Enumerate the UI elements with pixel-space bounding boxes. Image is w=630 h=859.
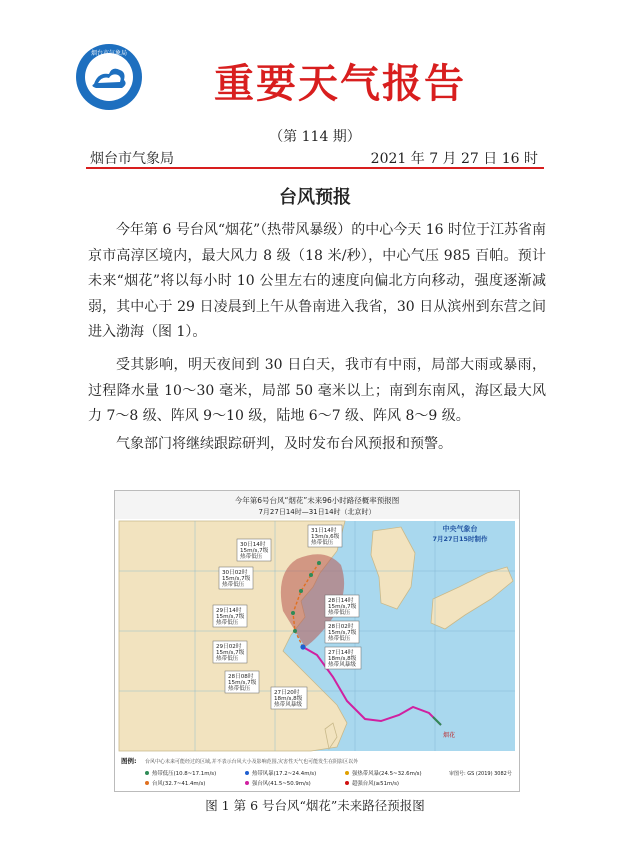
svg-text:15m/s,7级: 15m/s,7级 [216, 614, 245, 620]
svg-text:热带低压: 热带低压 [240, 554, 263, 560]
legend-dot-sts [345, 771, 349, 775]
current-position-marker [300, 644, 305, 649]
typhoon-track-map [114, 490, 520, 792]
legend-sts: 强热带风暴(24.5~32.6m/s) [352, 771, 422, 777]
issue-number: （第 114 期） [269, 129, 361, 145]
svg-text:热带低压: 热带低压 [222, 582, 245, 588]
paragraph-impact: 受其影响，明天夜间到 30 日白天，我市有中雨，局部大雨或暴雨，过程降水量 10～30 毫米，局部 50 毫米以上；南到东南风，海区最大风力 7～8 级、阵风 9～10 级，陆地 6～7 级、阵风 8～9 级。 [88, 357, 546, 424]
svg-text:15m/s,7级: 15m/s,7级 [228, 680, 257, 686]
callout-31-14 [308, 525, 342, 547]
callout-30-02 [219, 567, 253, 589]
map-publisher: 中央气象台 [442, 525, 478, 533]
issuing-agency: 烟台市气象局 [90, 151, 174, 167]
callout-27-20 [271, 687, 307, 709]
svg-text:15m/s,7级: 15m/s,7级 [328, 604, 357, 610]
svg-text:烟台市气象局: 烟台市气象局 [90, 50, 128, 57]
map-subtitle: 7月27日14时—31日14时（北京时） [258, 508, 376, 516]
svg-text:27日20时: 27日20时 [274, 690, 300, 696]
svg-text:热带低压: 热带低压 [311, 540, 334, 546]
legend-ty: 台风(32.7~41.4m/s) [152, 781, 206, 787]
svg-text:29日02时: 29日02时 [216, 644, 242, 650]
paragraph-typhoon-position: 今年第 6 号台风“烟花”（热带风暴级）的中心今天 16 时位于江苏省南京市高淳区境内，最大风力 8 级（18 米/秒），中心气压 985 百帕。预计未来“烟花”将以每小时 10 公里左右的速度向偏北方向移动，强度逐渐减弱，其中心于 29 日凌晨到上午从鲁南进入我省，30 日从滨州到东营之间进入渤海（图 1）。 [88, 222, 546, 340]
svg-text:热带风暴级: 热带风暴级 [274, 702, 302, 708]
header-divider [86, 167, 544, 169]
svg-text:热带低压: 热带低压 [328, 636, 351, 642]
figure-caption: 图 1 第 6 号台风“烟花”未来路径预报图 [205, 798, 425, 813]
svg-text:27日14时: 27日14时 [328, 650, 354, 656]
report-title: 重要天气报告 [214, 60, 466, 107]
svg-text:28日02时: 28日02时 [328, 624, 354, 630]
svg-text:热带低压: 热带低压 [328, 610, 351, 616]
typhoon-label: 烟花 [443, 732, 456, 739]
svg-text:15m/s,7级: 15m/s,7级 [216, 650, 245, 656]
svg-text:13m/s,6级: 13m/s,6级 [311, 534, 340, 540]
paragraph-tracking: 气象部门将继续跟踪研判，及时发布台风预报和预警。 [116, 436, 452, 452]
svg-text:18m/s,8级: 18m/s,8级 [274, 696, 303, 702]
svg-text:热带风暴级: 热带风暴级 [328, 662, 356, 668]
svg-text:29日14时: 29日14时 [216, 608, 242, 614]
legend-dot-superty [345, 781, 349, 785]
legend-title: 图例: [121, 757, 137, 765]
legend-ts: 热带风暴(17.2~24.4m/s) [252, 771, 317, 777]
svg-text:28日14时: 28日14时 [328, 598, 354, 604]
article-heading: 台风预报 [279, 187, 351, 208]
svg-text:15m/s,7级: 15m/s,7级 [222, 576, 251, 582]
svg-text:15m/s,7级: 15m/s,7级 [240, 548, 269, 554]
legend-superty: 超强台风(≥51m/s) [352, 781, 400, 787]
svg-text:热带低压: 热带低压 [228, 686, 251, 692]
callout-29-14 [213, 605, 247, 627]
map-approval-code: 审图号: GS (2019) 3082号 [449, 771, 512, 777]
svg-text:热带低压: 热带低压 [216, 620, 239, 626]
cma-logo-icon [74, 42, 144, 112]
svg-text:18m/s,8级: 18m/s,8级 [328, 656, 357, 662]
svg-text:31日14时: 31日14时 [311, 528, 337, 534]
callout-30-14 [237, 539, 271, 561]
svg-text:热带低压: 热带低压 [216, 656, 239, 662]
legend-dot-ty [145, 781, 149, 785]
svg-text:30日14时: 30日14时 [240, 542, 266, 548]
svg-text:30日02时: 30日02时 [222, 570, 248, 576]
legend-dot-td [145, 771, 149, 775]
callout-29-02 [213, 641, 247, 663]
callout-28-08 [225, 671, 259, 693]
callout-27-14 [325, 647, 361, 669]
legend-td: 热带低压(10.8~17.1m/s) [152, 771, 217, 777]
legend-dot-sty [245, 781, 249, 785]
issue-date: 2021 年 7 月 27 日 16 时 [370, 151, 538, 167]
svg-text:15m/s,7级: 15m/s,7级 [328, 630, 357, 636]
svg-text:28日08时: 28日08时 [228, 674, 254, 680]
map-made-time: 7月27日15时制作 [432, 535, 488, 543]
legend-sty: 强台风(41.5~50.9m/s) [252, 781, 311, 787]
callout-28-14 [325, 595, 359, 617]
legend-dot-ts [245, 771, 249, 775]
callout-28-02 [325, 621, 359, 643]
legend-note: 台风中心未来可能经过的区域,并不表示台风大小及影响范围,灾害性天气也可能发生在阴影区以外 [145, 759, 359, 765]
map-title: 今年第6号台风“烟花”未来96小时路径概率预报图 [234, 496, 400, 505]
